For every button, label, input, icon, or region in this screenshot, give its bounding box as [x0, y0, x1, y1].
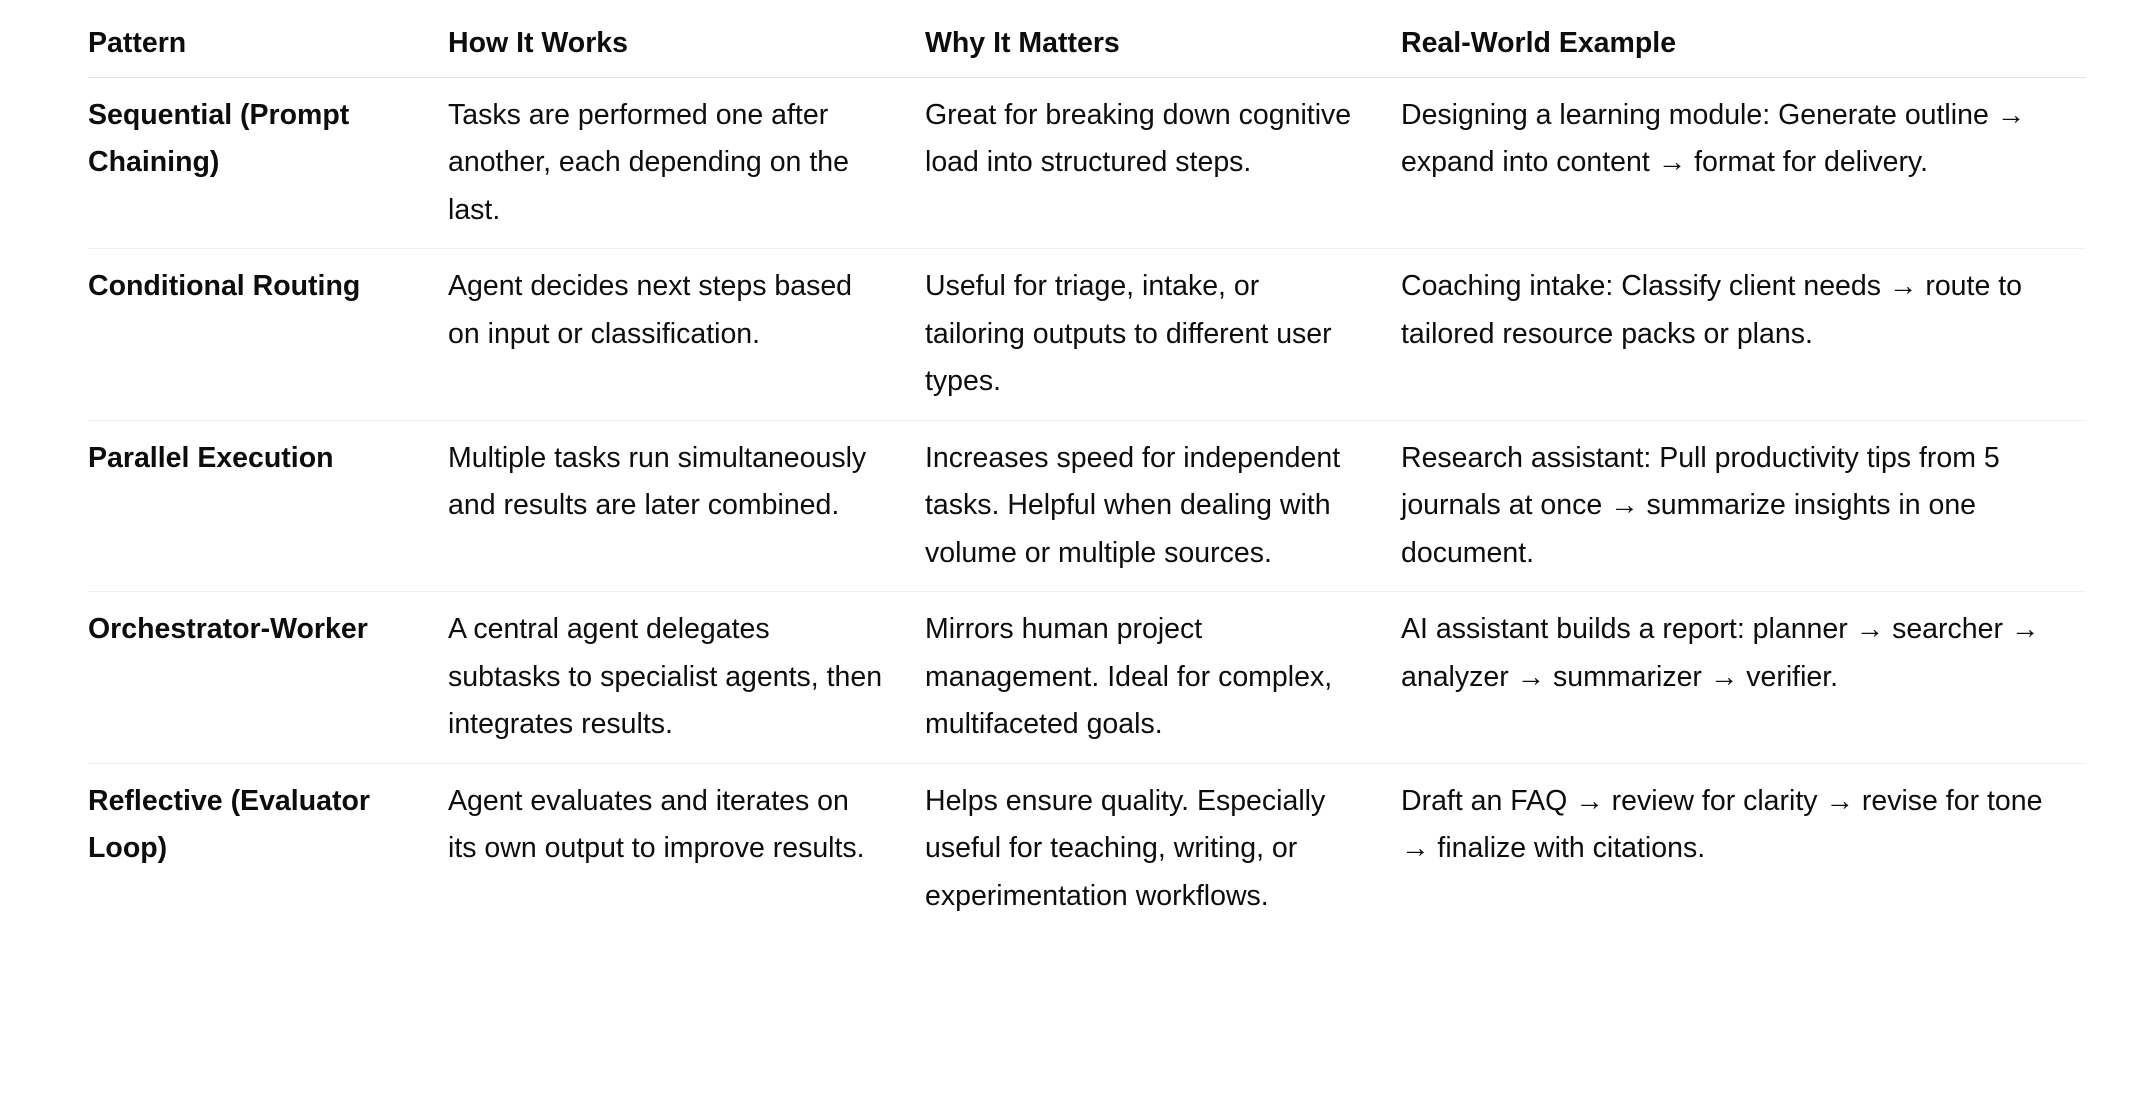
why-cell: Mirrors human project management. Ideal for complex, multifaceted goals. — [925, 592, 1401, 764]
example-cell: Coaching intake: Classify client needs → route to tailored resource packs or plans. — [1401, 249, 2086, 421]
pattern-cell: Reflective (Evaluator Loop) — [88, 784, 370, 864]
table-row — [88, 420, 2086, 592]
example-cell: Designing a learning module: Generate outline → expand into content → format for delivery. — [1401, 77, 2086, 249]
header-row — [88, 14, 2086, 77]
header-pattern: Pattern — [88, 14, 448, 77]
table-row — [88, 249, 2086, 421]
patterns-table — [88, 14, 2086, 934]
how-cell: Agent decides next steps based on input or classification. — [448, 249, 925, 421]
header-why-it-matters: Why It Matters — [925, 14, 1401, 77]
table-row — [88, 763, 2086, 934]
example-cell: AI assistant builds a report: planner → searcher → analyzer → summarizer → verifier. — [1401, 592, 2086, 764]
how-cell: A central agent delegates subtasks to specialist agents, then integrates results. — [448, 592, 925, 764]
how-cell: Tasks are performed one after another, each depending on the last. — [448, 77, 925, 249]
why-cell: Great for breaking down cognitive load into structured steps. — [925, 77, 1401, 249]
why-cell: Increases speed for independent tasks. Helpful when dealing with volume or multiple sources. — [925, 420, 1401, 592]
example-cell: Research assistant: Pull productivity tips from 5 journals at once → summarize insights in one document. — [1401, 420, 2086, 592]
pattern-cell: Parallel Execution — [88, 420, 448, 592]
header-real-world-example: Real-World Example — [1401, 14, 2086, 77]
pattern-cell: Conditional Routing — [88, 249, 448, 421]
table-body — [88, 77, 2086, 934]
table-header — [88, 14, 2086, 77]
header-how-it-works: How It Works — [448, 14, 925, 77]
table-row — [88, 592, 2086, 764]
pattern-cell: Orchestrator-Worker — [88, 592, 448, 764]
table-row — [88, 77, 2086, 249]
why-cell: Helps ensure quality. Especially useful for teaching, writing, or experimentation workflows. — [925, 784, 1326, 912]
how-cell: Multiple tasks run simultaneously and results are later combined. — [448, 420, 925, 592]
example-cell: Draft an FAQ → review for clarity → revise for tone → finalize with citations. — [1401, 784, 2043, 864]
why-cell: Useful for triage, intake, or tailoring outputs to different user types. — [925, 249, 1401, 421]
pattern-cell: Sequential (Prompt Chaining) — [88, 77, 448, 249]
how-cell: Agent evaluates and iterates on its own output to improve results. — [448, 784, 865, 864]
